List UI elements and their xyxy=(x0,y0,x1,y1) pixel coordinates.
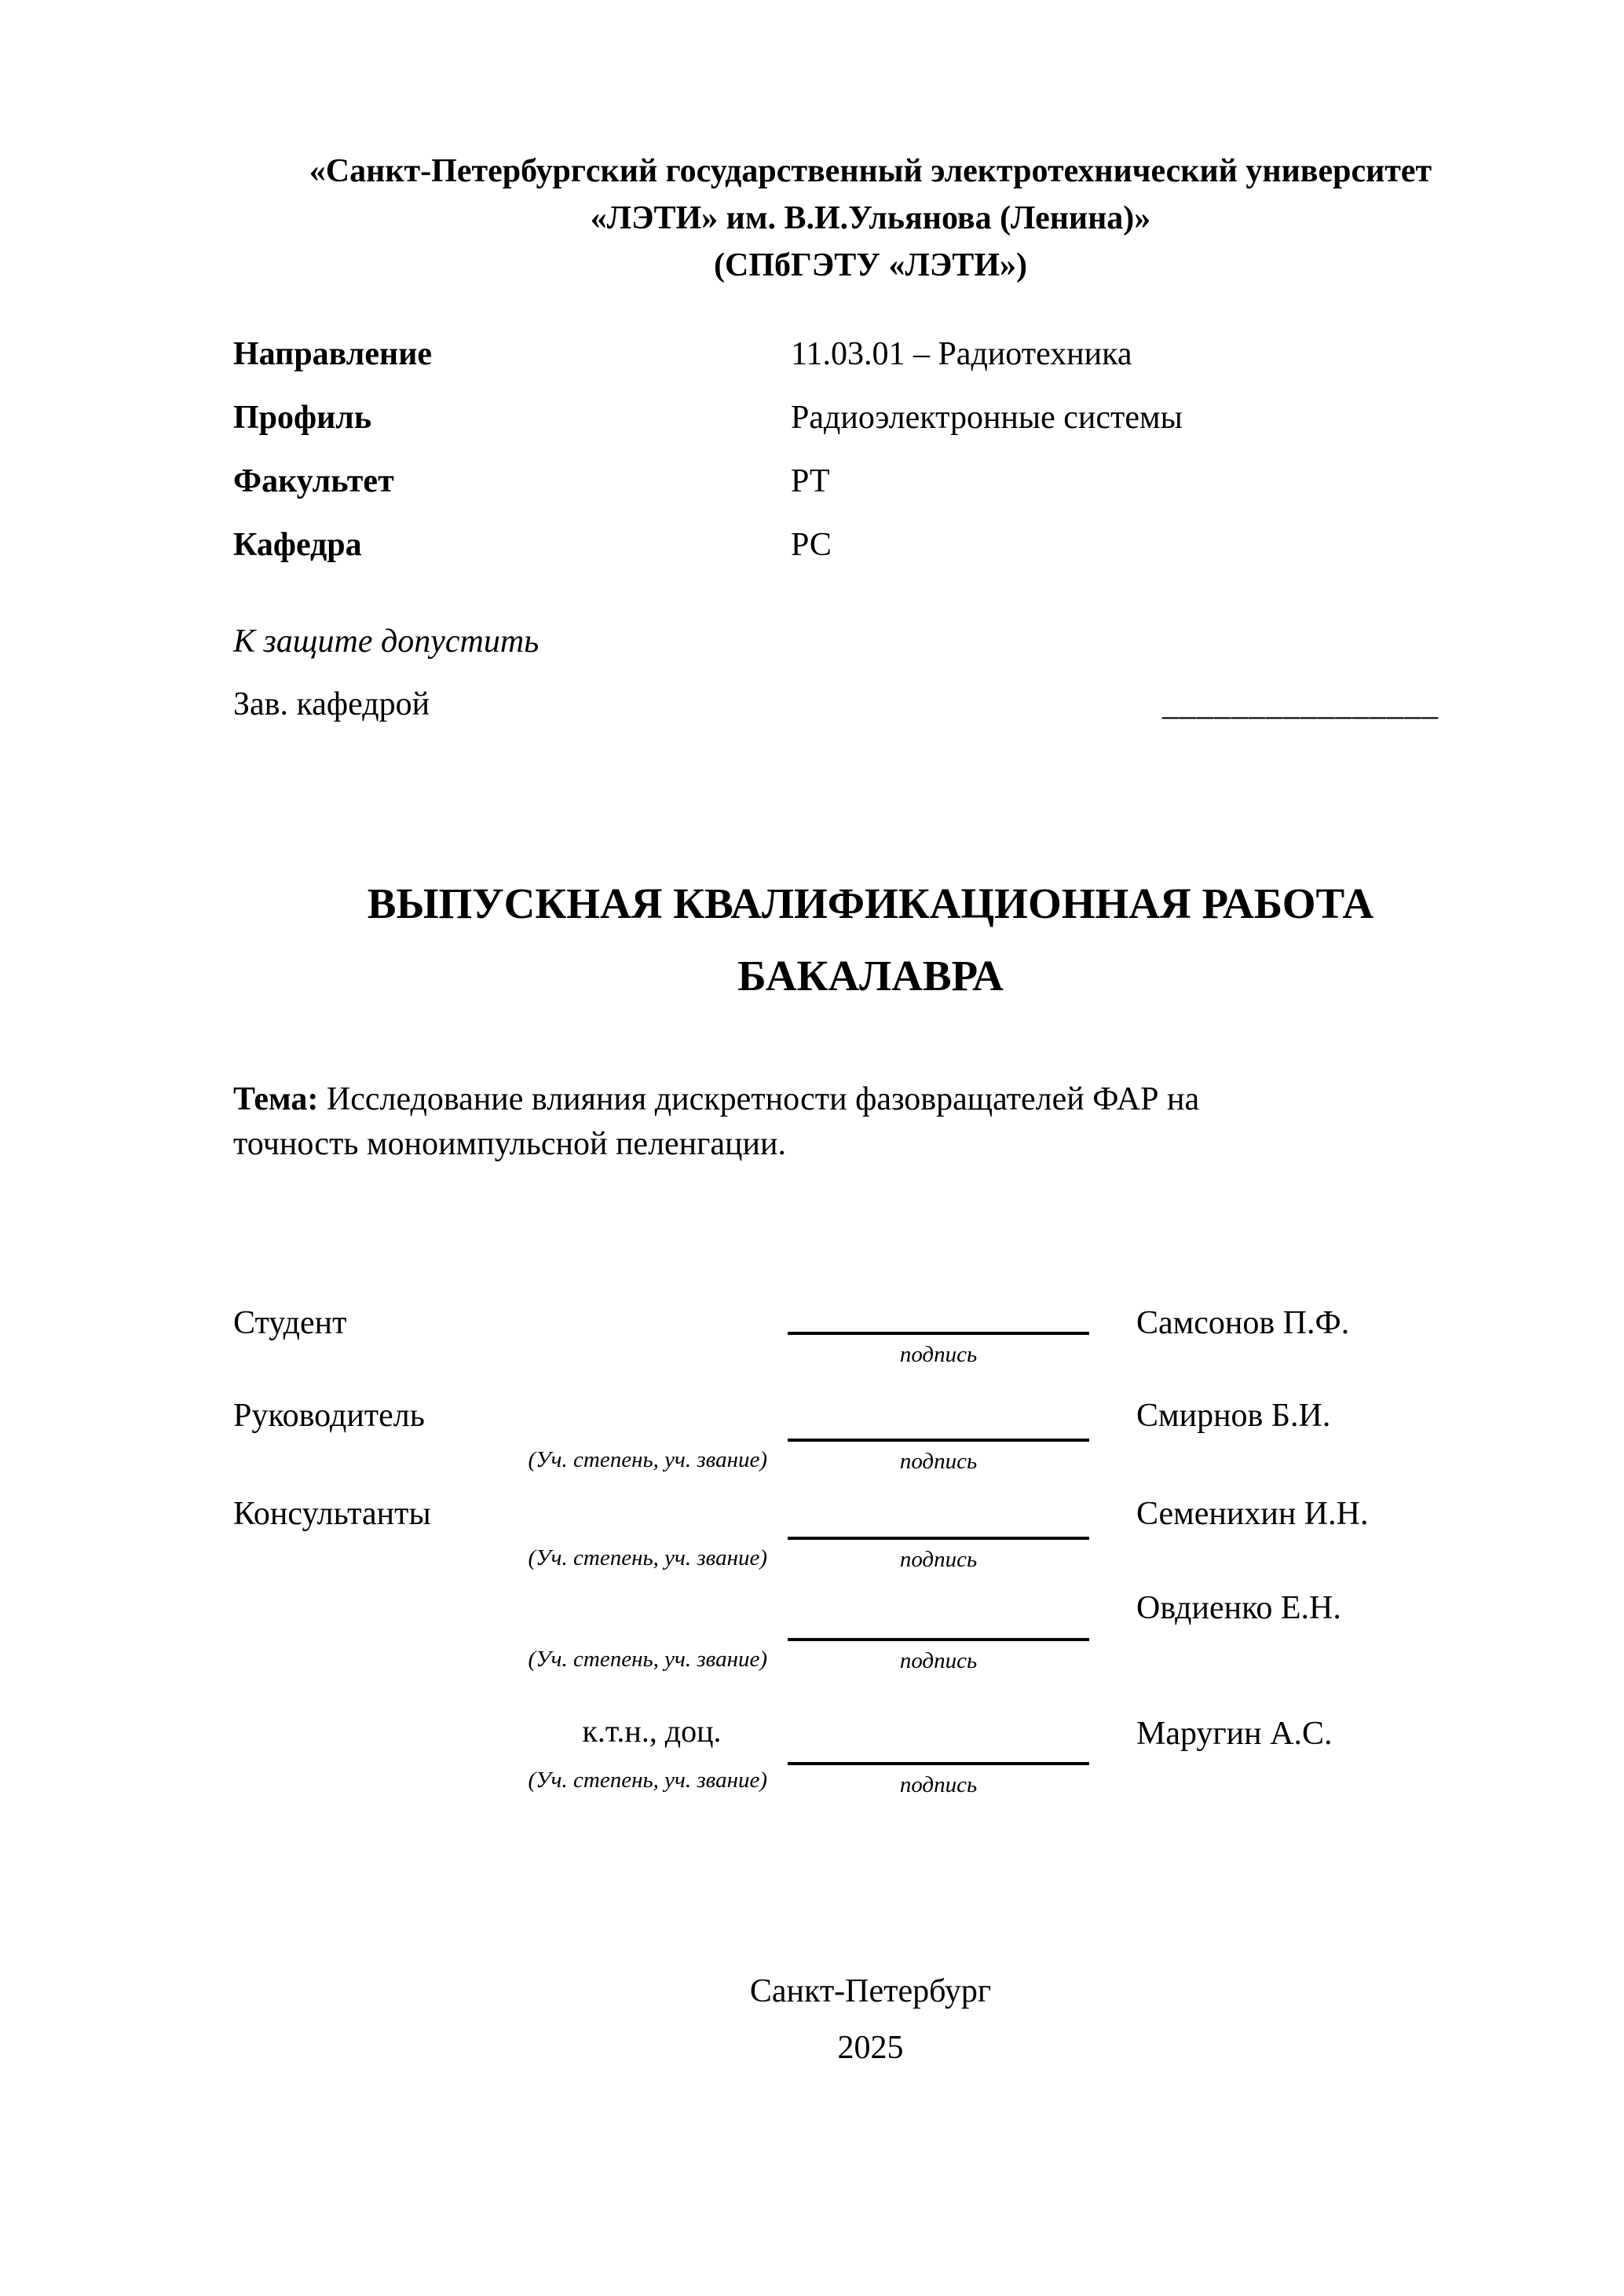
thesis-title-line2: БАКАЛАВРА xyxy=(737,952,1004,1000)
student-role-label: Студент xyxy=(233,1305,347,1341)
department-value: РС xyxy=(791,527,832,563)
field-row-direction xyxy=(233,335,1508,398)
profile-value: Радиоэлектронные системы xyxy=(791,400,1183,436)
topic-label: Тема: xyxy=(233,1081,319,1117)
university-header xyxy=(233,148,1508,289)
student-signature-caption: подпись xyxy=(899,1342,978,1367)
consultant3-degree-value: к.т.н., доц. xyxy=(582,1713,722,1749)
field-row-faculty xyxy=(233,462,1508,525)
consultant2-signature-caption: подпись xyxy=(899,1648,978,1673)
consultant3-signature-caption: подпись xyxy=(899,1772,978,1797)
consultant1-degree-caption: (Уч. степень, уч. звание) xyxy=(528,1545,767,1570)
faculty-label: Факультет xyxy=(233,463,394,499)
consultants-role-label: Консультанты xyxy=(233,1496,431,1532)
consultant1-name: Семенихин И.Н. xyxy=(1136,1496,1369,1532)
thesis-title-line1: ВЫПУСКНАЯ КВАЛИФИКАЦИОННАЯ РАБОТА xyxy=(367,879,1374,927)
consultant1-signature-caption: подпись xyxy=(899,1547,978,1572)
footer-city: Санкт-Петербург xyxy=(749,1973,992,2009)
program-fields xyxy=(233,335,1508,589)
consultant3-name: Маругин А.С. xyxy=(1136,1716,1333,1752)
topic-line1 xyxy=(233,1077,1199,1122)
topic-paragraph xyxy=(233,1077,1199,1167)
consultant3-signature-line xyxy=(788,1762,1089,1765)
supervisor-name: Смирнов Б.И. xyxy=(1136,1398,1331,1434)
topic-text-line1: Исследование влияния дискретности фазовращателей ФАР на xyxy=(318,1081,1200,1117)
university-header-line3: (СПбГЭТУ «ЛЭТИ») xyxy=(714,247,1027,283)
department-label: Кафедра xyxy=(233,527,362,563)
direction-value: 11.03.01 – Радиотехника xyxy=(791,336,1132,372)
consultant2-name: Овдиенко Е.Н. xyxy=(1136,1590,1341,1626)
university-header-line2: «ЛЭТИ» им. В.И.Ульянова (Ленина)» xyxy=(590,200,1151,236)
footer xyxy=(233,1963,1508,2076)
faculty-value: РТ xyxy=(791,463,830,499)
student-name: Самсонов П.Ф. xyxy=(1136,1305,1350,1341)
consultant2-signature-line xyxy=(788,1638,1089,1641)
consultant1-signature-line xyxy=(788,1537,1089,1540)
topic-line2: точность моноимпульсной пеленгации. xyxy=(233,1126,786,1162)
consultant3-degree-caption: (Уч. степень, уч. звание) xyxy=(528,1768,767,1793)
supervisor-degree-caption: (Уч. степень, уч. звание) xyxy=(528,1447,767,1472)
department-head-signature-placeholder: ________________ xyxy=(1162,686,1439,722)
supervisor-signature-line xyxy=(788,1439,1089,1442)
field-row-profile xyxy=(233,398,1508,462)
university-header-line1: «Санкт-Петербургский государственный электротехнический университет xyxy=(309,153,1432,189)
supervisor-role-label: Руководитель xyxy=(233,1398,425,1434)
student-signature-line xyxy=(788,1332,1089,1335)
profile-label: Профиль xyxy=(233,400,372,436)
thesis-title xyxy=(233,868,1508,1012)
consultant2-degree-caption: (Уч. степень, уч. звание) xyxy=(528,1647,767,1672)
field-row-department xyxy=(233,525,1508,589)
direction-label: Направление xyxy=(233,336,433,372)
footer-year: 2025 xyxy=(837,2030,904,2066)
department-head-label: Зав. кафедрой xyxy=(233,686,430,722)
admission-permit-text: К защите допустить xyxy=(233,623,540,660)
supervisor-signature-caption: подпись xyxy=(899,1449,978,1474)
